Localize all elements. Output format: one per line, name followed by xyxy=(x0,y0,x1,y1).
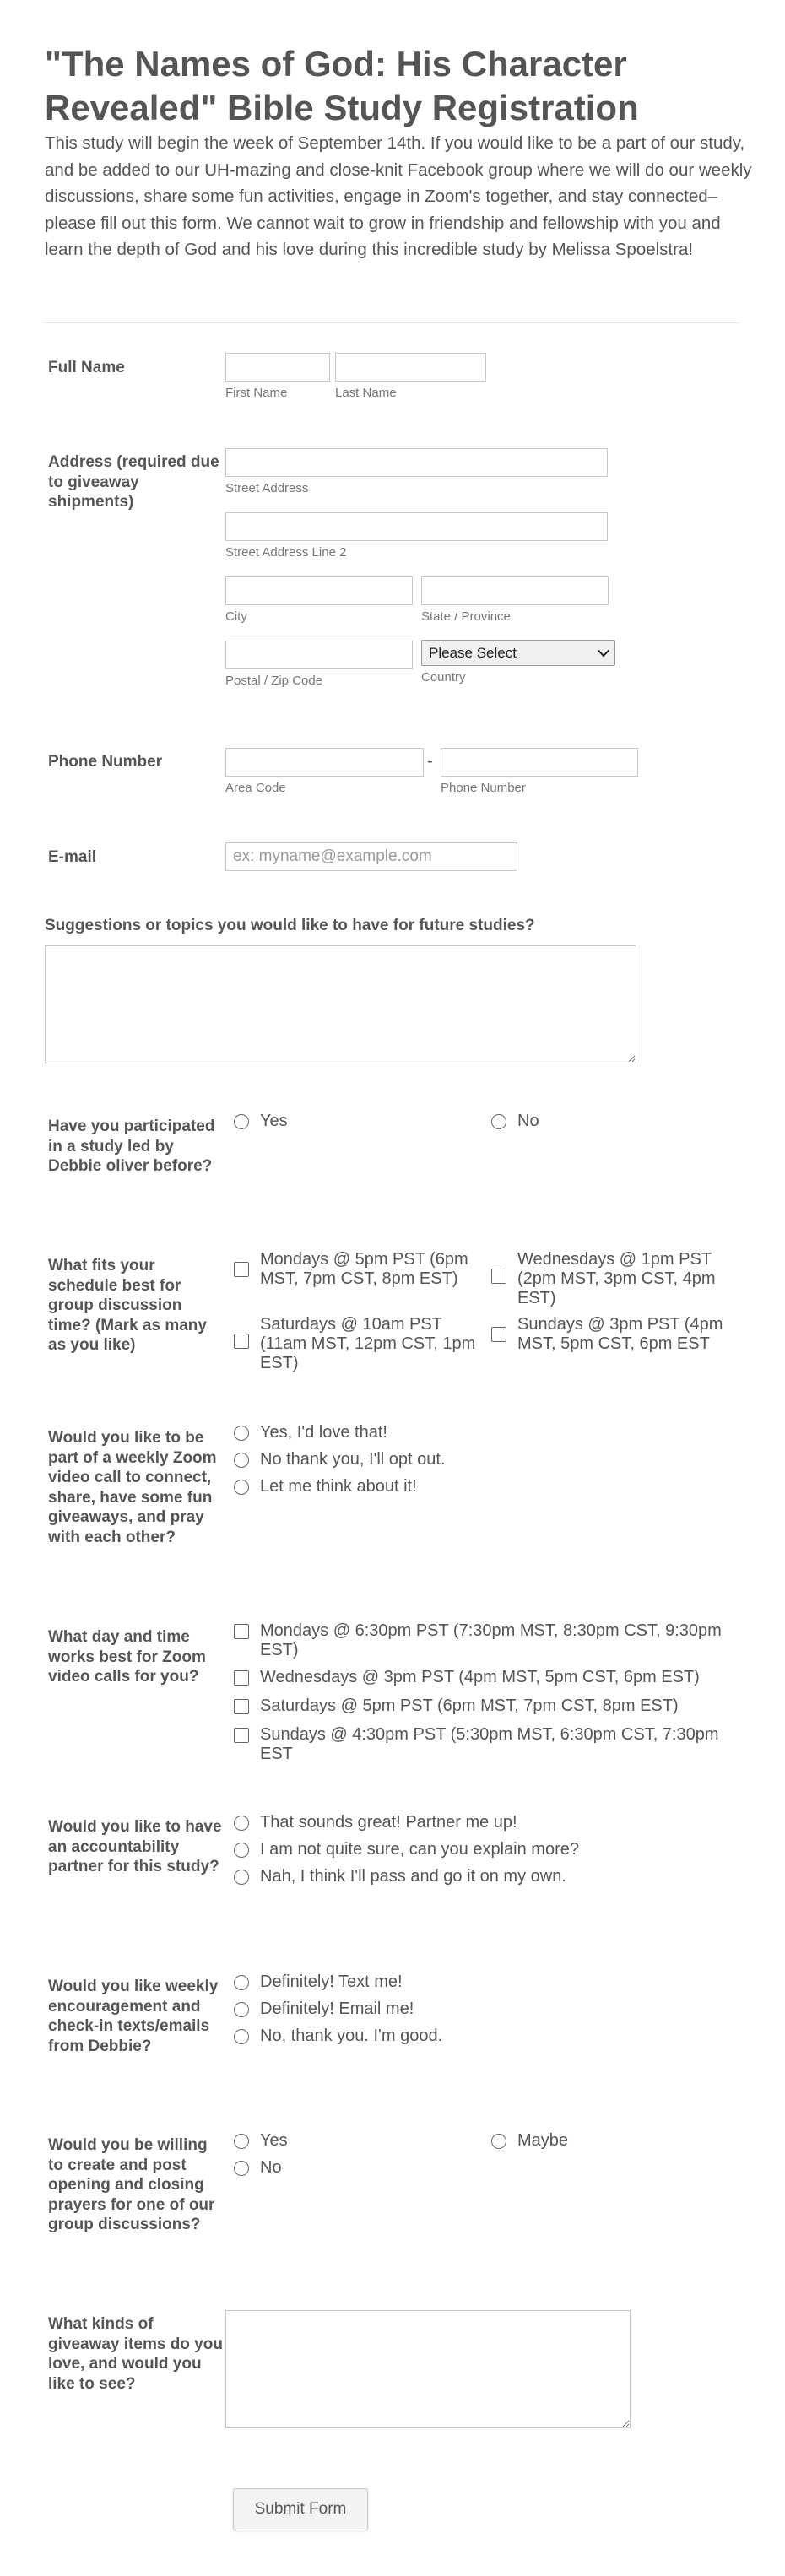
participated-label: Have you participated in a study led by Debbie oliver before? xyxy=(48,1118,215,1175)
radio-icon[interactable] xyxy=(234,1453,249,1468)
country-sublabel: Country xyxy=(421,670,466,685)
accountability-label: Would you like to have an accountability partner for this study? xyxy=(48,1818,222,1875)
prayers-option[interactable] xyxy=(234,2131,288,2151)
suggestions-label: Suggestions or topics you would like to have for future studies? xyxy=(45,917,535,934)
phone-number-input[interactable] xyxy=(441,748,638,777)
encouragement-option-label: No, thank you. I'm good. xyxy=(260,2027,443,2045)
schedule-option[interactable] xyxy=(491,1250,744,1308)
address-label: Address (required due to giveaway shipments) xyxy=(48,453,219,511)
zoom-time-option[interactable] xyxy=(234,1725,740,1764)
first-name-sublabel: First Name xyxy=(225,386,288,400)
accountability-option-label: Nah, I think I'll pass and go it on my own. xyxy=(260,1867,566,1886)
schedule-option[interactable] xyxy=(234,1315,479,1373)
checkbox-icon[interactable] xyxy=(491,1269,506,1284)
zoom-time-option[interactable] xyxy=(234,1668,740,1687)
full-name-label: Full Name xyxy=(48,359,125,376)
encouragement-option[interactable] xyxy=(234,2000,414,2019)
prayers-option-label: Maybe xyxy=(517,2131,569,2150)
schedule-option-label: Saturdays @ 10am PST (11am MST, 12pm CST, 1pm EST) xyxy=(260,1315,476,1372)
accountability-option-label: That sounds great! Partner me up! xyxy=(260,1813,517,1832)
city-sublabel: City xyxy=(225,609,247,624)
radio-icon[interactable] xyxy=(234,1114,249,1129)
radio-icon[interactable] xyxy=(491,2134,506,2149)
radio-icon[interactable] xyxy=(234,2029,249,2044)
prayers-label: Would you be willing to create and post opening and closing prayers for one of our group discussions? xyxy=(48,2136,215,2233)
zoom-time-option[interactable] xyxy=(234,1697,740,1716)
radio-icon[interactable] xyxy=(234,1426,249,1441)
phone-dash: - xyxy=(427,752,433,771)
encouragement-option-label: Definitely! Email me! xyxy=(260,2000,414,2018)
zoom-time-option-label: Mondays @ 6:30pm PST (7:30pm MST, 8:30pm CST, 9:30pm EST) xyxy=(260,1621,722,1659)
radio-icon[interactable] xyxy=(491,1114,506,1129)
radio-icon[interactable] xyxy=(234,1870,249,1885)
zoom-time-option[interactable] xyxy=(234,1621,740,1660)
encouragement-option-label: Definitely! Text me! xyxy=(260,1973,403,1991)
checkbox-icon[interactable] xyxy=(491,1327,506,1342)
zip-sublabel: Postal / Zip Code xyxy=(225,674,323,688)
radio-icon[interactable] xyxy=(234,1975,249,1990)
encouragement-label: Would you like weekly encouragement and check-in texts/emails from Debbie? xyxy=(48,1978,219,2055)
country-select[interactable] xyxy=(421,640,615,666)
zoom-time-label: What day and time works best for Zoom video calls for you? xyxy=(48,1628,206,1686)
schedule-option[interactable] xyxy=(491,1315,744,1354)
radio-icon[interactable] xyxy=(234,2002,249,2017)
zoom-weekly-label: Would you like to be part of a weekly Zoom video call to connect, share, have some fun giveaways, and pray with each other? xyxy=(48,1429,217,1546)
encouragement-option[interactable] xyxy=(234,2027,442,2046)
checkbox-icon[interactable] xyxy=(234,1624,249,1639)
last-name-input[interactable] xyxy=(335,353,486,382)
street-address-input[interactable] xyxy=(225,448,608,477)
zoom-weekly-option-label: No thank you, I'll opt out. xyxy=(260,1450,446,1469)
giveaway-label: What kinds of giveaway items do you love, and would you like to see? xyxy=(48,2315,223,2393)
checkbox-icon[interactable] xyxy=(234,1670,249,1686)
giveaway-textarea[interactable] xyxy=(225,2310,631,2428)
radio-icon[interactable] xyxy=(234,1816,249,1831)
zoom-weekly-option[interactable] xyxy=(234,1423,387,1442)
street-address-line2-sublabel: Street Address Line 2 xyxy=(225,545,347,560)
participated-option-label: Yes xyxy=(260,1112,288,1130)
checkbox-icon[interactable] xyxy=(234,1699,249,1714)
participated-option[interactable] xyxy=(234,1112,288,1131)
first-name-input[interactable] xyxy=(225,353,330,382)
phone-number-sublabel: Phone Number xyxy=(441,781,526,795)
zoom-time-option-label: Wednesdays @ 3pm PST (4pm MST, 5pm CST, 6pm EST) xyxy=(260,1668,700,1686)
area-code-input[interactable] xyxy=(225,748,424,777)
prayers-option[interactable] xyxy=(234,2158,282,2178)
area-code-sublabel: Area Code xyxy=(225,781,286,795)
suggestions-textarea[interactable] xyxy=(45,945,636,1063)
checkbox-icon[interactable] xyxy=(234,1262,249,1277)
submit-button[interactable]: Submit Form xyxy=(233,2488,368,2530)
accountability-option[interactable] xyxy=(234,1840,579,1859)
street-address-line2-input[interactable] xyxy=(225,512,608,541)
phone-label: Phone Number xyxy=(48,753,163,771)
schedule-option-label: Mondays @ 5pm PST (6pm MST, 7pm CST, 8pm EST) xyxy=(260,1250,468,1288)
zoom-weekly-option-label: Yes, I'd love that! xyxy=(260,1423,387,1442)
form-intro: This study will begin the week of September 14th. If you would like to be a part of our study, and be added to our UH-mazing and close-knit Facebook group where we will do our weekly discussions, share some fun activities, engage in Zoom's together, and stay connected– please fill out this form. We cannot wait to grow in friendship and fellowship with you and learn the depth of God and his love during this incredible study by Melissa Spoelstra! xyxy=(45,133,752,259)
zoom-weekly-option[interactable] xyxy=(234,1450,446,1469)
accountability-option-label: I am not quite sure, can you explain more? xyxy=(260,1840,579,1859)
last-name-sublabel: Last Name xyxy=(335,386,397,400)
country-select-value: Please Select xyxy=(429,644,517,661)
encouragement-option[interactable] xyxy=(234,1973,403,1992)
zoom-time-option-label: Saturdays @ 5pm PST (6pm MST, 7pm CST, 8pm EST) xyxy=(260,1697,679,1715)
zip-input[interactable] xyxy=(225,641,413,669)
radio-icon[interactable] xyxy=(234,1480,249,1495)
state-input[interactable] xyxy=(421,576,609,605)
radio-icon[interactable] xyxy=(234,2134,249,2149)
prayers-option-label: No xyxy=(260,2158,282,2177)
participated-option-label: No xyxy=(517,1112,539,1130)
participated-option[interactable] xyxy=(491,1112,539,1131)
schedule-label: What fits your schedule best for group discussion time? (Mark as many as you like) xyxy=(48,1257,207,1354)
checkbox-icon[interactable] xyxy=(234,1728,249,1743)
prayers-option-label: Yes xyxy=(260,2131,288,2150)
city-input[interactable] xyxy=(225,576,413,605)
prayers-option[interactable] xyxy=(491,2131,568,2151)
radio-icon[interactable] xyxy=(234,1843,249,1858)
email-input[interactable] xyxy=(225,842,517,871)
schedule-option-label: Sundays @ 3pm PST (4pm MST, 5pm CST, 6pm EST xyxy=(517,1315,723,1353)
email-label: E-mail xyxy=(48,848,97,866)
schedule-option[interactable] xyxy=(234,1250,479,1289)
chevron-down-icon xyxy=(598,645,609,657)
accountability-option[interactable] xyxy=(234,1813,517,1832)
radio-icon[interactable] xyxy=(234,2161,249,2176)
street-address-sublabel: Street Address xyxy=(225,481,309,495)
checkbox-icon[interactable] xyxy=(234,1334,249,1349)
header-divider xyxy=(45,322,740,323)
schedule-option-label: Wednesdays @ 1pm PST (2pm MST, 3pm CST, 4pm EST) xyxy=(517,1250,716,1307)
state-sublabel: State / Province xyxy=(421,609,511,624)
accountability-option[interactable] xyxy=(234,1867,566,1886)
zoom-weekly-option-label: Let me think about it! xyxy=(260,1477,417,1496)
form-title: "The Names of God: His Character Revealed" Bible Study Registration xyxy=(45,44,639,127)
zoom-weekly-option[interactable] xyxy=(234,1477,417,1496)
zoom-time-option-label: Sundays @ 4:30pm PST (5:30pm MST, 6:30pm CST, 7:30pm EST xyxy=(260,1725,719,1763)
